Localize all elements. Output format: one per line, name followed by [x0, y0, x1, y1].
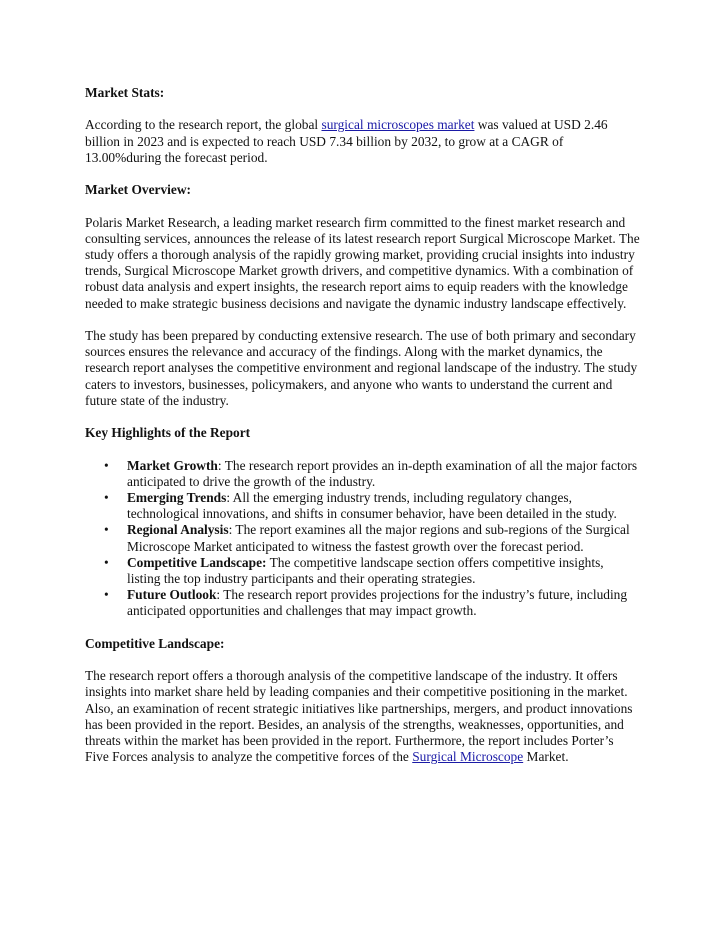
document-body	[85, 85, 640, 765]
key-highlights-list	[85, 458, 640, 620]
highlight-separator: :	[228, 522, 233, 538]
market-stats-text-before: According to the research report, the global	[85, 117, 322, 133]
highlight-separator: :	[216, 587, 221, 603]
market-overview-paragraph-1: Polaris Market Research, a leading market research firm committed to the finest market research and consulting services, announces the release of its latest research report Surgical Microscope Market. The study offers a thorough analysis of the rapidly growing market, providing crucial insights into industry trends, Surgical Microscope Market growth drivers, and competitive dynamics. With a combination of robust data analysis and expert insights, the research report aims to equip readers with the knowledge needed to make strategic business decisions and navigate the dynamic industry landscape effectively.	[85, 214, 640, 311]
highlight-text: The competitive landscape section offers competitive insights, listing the top industry participants and their operating strategies.	[127, 554, 604, 586]
market-stats-text-after: was valued at USD 2.46 billion in 2023 and is expected to reach USD 7.34 billion by 2032, to grow at a CAGR of 13.00%during the forecast period.	[85, 117, 608, 165]
list-item	[85, 458, 640, 490]
competitive-landscape-heading: Competitive Landscape:	[85, 635, 225, 651]
highlight-separator: :	[226, 489, 231, 505]
surgical-microscopes-market-link[interactable]: surgical microscopes market	[321, 117, 475, 133]
highlight-text: All the emerging industry trends, including regulatory changes, technological innovations, and shifts in consumer behavior, have been detailed in the study.	[127, 489, 617, 522]
highlight-separator: :	[217, 457, 222, 473]
list-item	[85, 587, 640, 619]
bullet-icon: •	[104, 522, 109, 538]
highlight-title: Emerging Trends	[127, 489, 227, 505]
highlight-title: Competitive Landscape:	[127, 554, 267, 570]
list-item	[85, 555, 640, 587]
market-stats-paragraph	[85, 117, 640, 166]
bullet-icon: •	[104, 587, 109, 603]
highlight-title: Market Growth	[127, 457, 218, 473]
highlight-title: Regional Analysis	[127, 522, 229, 538]
competitive-landscape-text-before: The research report offers a thorough analysis of the competitive landscape of the industry. It offers insights into market share held by leading companies and their competitive positioning in the market. Also, an examination of recent strategic initiatives like partnerships, mergers, and product innovations has been provided in the report. Besides, an analysis of the strengths, weaknesses, opportunities, and threats within the market has been provided in the report. Furthermore, the report includes Porter’s Five Forces analysis to analyze the competitive forces of the	[85, 668, 633, 765]
list-item	[85, 490, 640, 522]
highlight-text: The research report provides projections for the industry’s future, including anticipated opportunities and challenges that may impact growth.	[127, 587, 628, 619]
surgical-microscope-link[interactable]: Surgical Microscope	[412, 749, 524, 765]
competitive-landscape-paragraph	[85, 668, 640, 765]
list-item	[85, 522, 640, 554]
bullet-icon: •	[104, 457, 109, 473]
highlight-text: The research report provides an in-depth examination of all the major factors anticipated to drive the growth of the industry.	[127, 457, 638, 489]
bullet-icon: •	[104, 554, 109, 570]
competitive-landscape-text-after: Market.	[523, 749, 569, 765]
market-overview-paragraph-2: The study has been prepared by conducting extensive research. The use of both primary and secondary sources ensures the relevance and accuracy of the findings. Along with the market dynamics, the research report analyses the competitive environment and regional landscape of the industry. The study caters to investors, businesses, policymakers, and anyone who wants to understand the current and future state of the industry.	[85, 327, 638, 408]
highlight-text: The report examines all the major regions and sub-regions of the Surgical Microscope Market anticipated to witness the fastest growth over the forecast period.	[127, 522, 630, 554]
market-stats-heading: Market Stats:	[85, 85, 165, 100]
market-overview-heading: Market Overview:	[85, 182, 191, 198]
key-highlights-heading: Key Highlights of the Report	[85, 425, 251, 441]
bullet-icon: •	[104, 489, 109, 505]
highlight-title: Future Outlook	[127, 587, 217, 603]
